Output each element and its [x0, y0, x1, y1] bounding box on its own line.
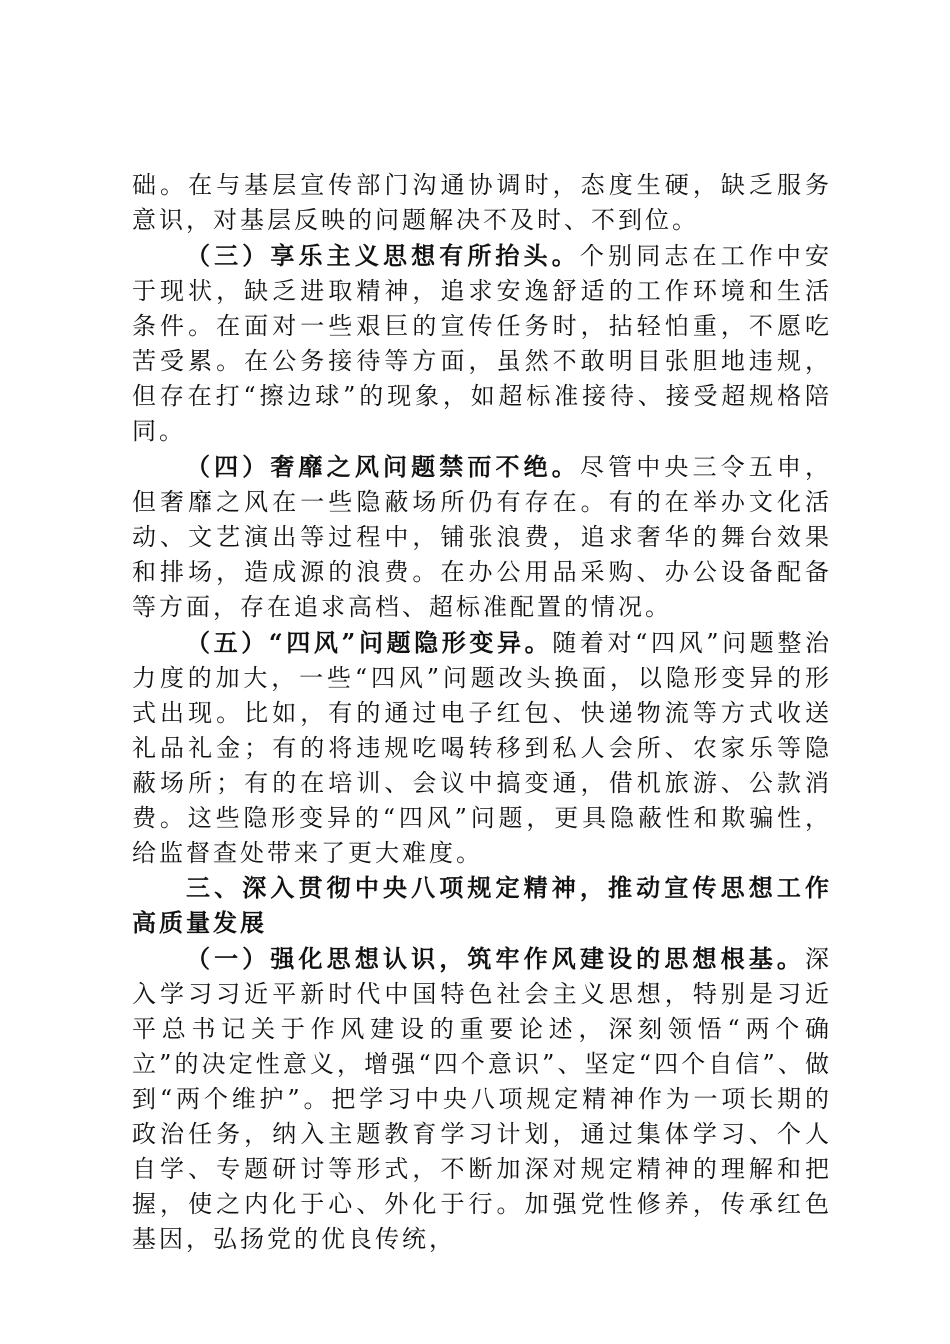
paragraph-four-winds: [132, 625, 832, 871]
paragraph-lead: （一）强化思想认识，筑牢作风建设的思想根基。: [186, 944, 805, 973]
document-page: [132, 168, 832, 1257]
paragraph-text: 随着对“四风”问题整治力度的加大，一些“四风”问题改头换面，以隐形变异的形式出现。比如，有的通过电子红包、快递物流等方式收送礼品礼金；有的将违规吃喝转移到私人会所、农家乐等隐蔽场所；有的在培训、会议中搞变通，借机旅游、公款消费。这些隐形变异的“四风”问题，更具隐蔽性和欺骗性，给监督查处带来了更大难度。: [132, 629, 833, 867]
section-heading: 三、深入贯彻中央八项规定精神，推动宣传思想工作高质量发展: [132, 874, 832, 937]
paragraph-lead: （四）奢靡之风问题禁而不绝。: [186, 452, 580, 481]
paragraph-continuation: [132, 168, 832, 238]
paragraph-text: 个别同志在工作中安于现状，缺乏进取精神，追求安逸舒适的工作环境和生活条件。在面对一些艰巨的宣传任务时，拈轻怕重，不愿吃苦受累。在公务接待等方面，虽然不敢明目张胆地违规，但存在打“擦边球”的现象，如超标准接待、接受超规格陪同。: [132, 242, 833, 445]
paragraph-lead: （三）享乐主义思想有所抬头。: [186, 241, 580, 270]
paragraph-text: 础。在与基层宣传部门沟通协调时，态度生硬，缺乏服务意识，对基层反映的问题解决不及时、不到位。: [132, 171, 832, 234]
paragraph-text: 尽管中央三令五申，但奢靡之风在一些隐蔽场所仍有存在。有的在举办文化活动、文艺演出等过程中，铺张浪费，追求奢华的舞台效果和排场，造成源的浪费。在办公用品采购、办公设备配备等方面，存在追求高档、超标准配置的情况。: [132, 453, 833, 621]
paragraph-text: 深入学习习近平新时代中国特色社会主义思想，特别是习近平总书记关于作风建设的重要论述，深刻领悟“两个确立”的决定性意义，增强“四个意识”、坚定“四个自信”、做到“两个维护”。把学习中央八项规定精神作为一项长期的政治任务，纳入主题教育学习计划，通过集体学习、个人自学、专题研讨等形式，不断加深对规定精神的理解和把握，使之内化于心、外化于行。加强党性修养，传承红色基因，弘扬党的优良传统，: [132, 945, 832, 1253]
paragraph-lead: （五）“四风”问题隐形变异。: [186, 628, 553, 657]
paragraph-hedonism: [132, 238, 832, 449]
paragraph-extravagance: [132, 449, 832, 625]
paragraph-ideology: [132, 941, 832, 1257]
